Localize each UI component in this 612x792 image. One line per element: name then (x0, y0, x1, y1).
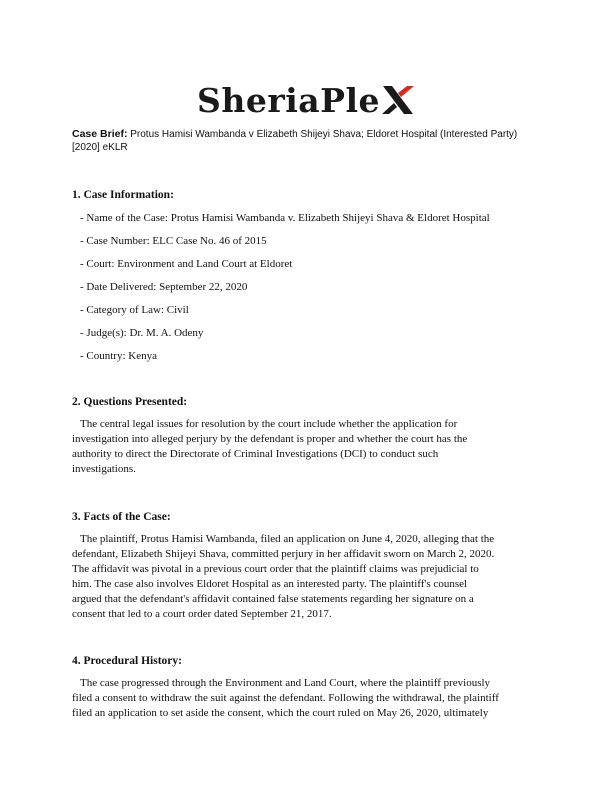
paragraph-line: filed a consent to withdraw the suit against the defendant. Following the withdrawal, the plaintiff (72, 692, 499, 704)
paragraph-line: authority to direct the Directorate of Criminal Investigations (DCI) to conduct such (72, 448, 439, 460)
paragraph-line: The plaintiff, Protus Hamisi Wambanda, filed an application on June 4, 2020, alleging that the (80, 533, 495, 545)
paragraph-line: argued that the defendant's affidavit contained false statements regarding her signature on a (72, 593, 474, 605)
paragraph-line: consent that led to a court order dated September 21, 2017. (72, 608, 332, 620)
info-item-court: - Court: Environment and Land Court at Eldoret (80, 258, 293, 270)
paragraph-line: The case progressed through the Environment and Land Court, where the plaintiff previously (80, 677, 491, 689)
paragraph-line: The central legal issues for resolution by the court include whether the application for (80, 418, 458, 430)
section-heading-procedural-history: 4. Procedural History: (72, 655, 182, 667)
paragraph-line: The affidavit was pivotal in a previous court order that the plaintiff claims was prejudicial to (72, 563, 479, 575)
paragraph-line: filed an application to set aside the consent, which the court ruled on May 26, 2020, ultimately (72, 707, 489, 719)
facts-paragraph (72, 532, 544, 622)
case-brief-header (72, 128, 542, 154)
section-heading-facts: 3. Facts of the Case: (72, 511, 171, 523)
info-item-judges: - Judge(s): Dr. M. A. Odeny (80, 327, 204, 339)
info-item-country: - Country: Kenya (80, 350, 157, 362)
questions-paragraph (72, 417, 544, 477)
paragraph-line: him. The case also involves Eldoret Hospital as an interested party. The plaintiff's counsel (72, 578, 468, 590)
info-item-case-number: - Case Number: ELC Case No. 46 of 2015 (80, 235, 267, 247)
case-brief-title: Protus Hamisi Wambanda v Elizabeth Shijeyi Shava; Eldoret Hospital (Interested Party) (130, 129, 518, 140)
logo-text: SheriaPle (197, 80, 380, 120)
case-brief-label: Case Brief: (72, 128, 128, 140)
paragraph-line: defendant, Elizabeth Shijeyi Shava, committed perjury in her affidavit sworn on March 2, 2020. (72, 548, 495, 560)
logo-x-mark-icon (381, 83, 415, 117)
case-brief-citation: [2020] eKLR (72, 142, 128, 153)
section-heading-case-information: 1. Case Information: (72, 189, 174, 201)
paragraph-line: investigation into alleged perjury by the defendant is proper and whether the court has the (72, 433, 468, 445)
info-item-date-delivered: - Date Delivered: September 22, 2020 (80, 281, 248, 293)
paragraph-line: investigations. (72, 463, 136, 475)
section-heading-questions: 2. Questions Presented: (72, 396, 188, 408)
history-paragraph (72, 676, 544, 721)
info-item-name: - Name of the Case: Protus Hamisi Wambanda v. Elizabeth Shijeyi Shava & Eldoret Hospital (80, 212, 490, 224)
info-item-category: - Category of Law: Civil (80, 304, 189, 316)
sheriaplex-logo (0, 78, 612, 122)
